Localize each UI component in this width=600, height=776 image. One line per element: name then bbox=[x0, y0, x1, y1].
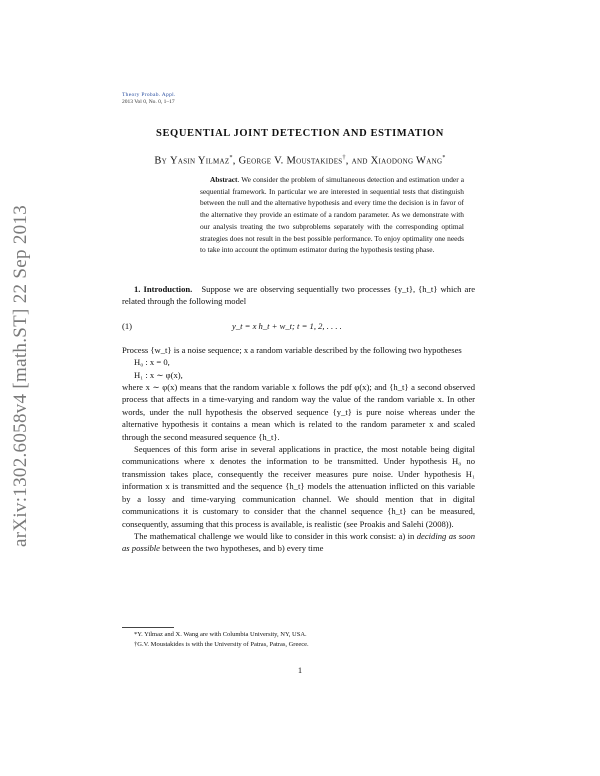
section-heading: 1. Introduction. bbox=[134, 284, 193, 294]
intro-paragraph-2: Process {w_t} is a noise sequence; x a random variable described by the following two hypotheses bbox=[122, 344, 462, 355]
author-line: By Yasin Yilmaz*, George V. Moustakides†, and Xiaodong Wang* bbox=[154, 155, 446, 167]
journal-volume: 2013 Vol 0, No. 0, 1–17 bbox=[122, 99, 175, 105]
footnote-1: *Y. Yilmaz and X. Wang are with Columbia University, NY, USA. bbox=[134, 631, 307, 638]
authors-and: and bbox=[351, 155, 368, 167]
intro-text-5a: The mathematical challenge we would like to consider in this work consist: a) in bbox=[134, 530, 417, 541]
arxiv-identifier-text: arXiv:1302.6058v4 [math.ST] 22 Sep 2013 bbox=[10, 204, 31, 548]
intro-emphasis: deciding as soon as possible bbox=[122, 530, 475, 554]
authors-prefix: By bbox=[154, 155, 168, 167]
hypothesis-1: H₁ : x ∼ φ(x), bbox=[134, 369, 183, 380]
footnotes bbox=[122, 630, 309, 650]
author-3-mark: * bbox=[442, 155, 446, 161]
abstract-label: Abstract bbox=[210, 175, 238, 184]
author-3: Xiaodong Wang bbox=[370, 155, 443, 167]
equation-number: (1) bbox=[122, 320, 133, 331]
abstract-text: . We consider the problem of simultaneous detection and estimation under a sequential framework. In particular we are interested in sequential tests that distinguish between the null and the alternative hypothesis and every time the decision is in favor of the alternative they provide an estimate of a random parameter. As we demonstrate with our analysis treating the two subproblems separately with the corresponding optimal strategies does not result in the best possible performance. To enjoy optimality one needs to take into account the optimum estimator during the hypothesis testing phase. bbox=[200, 175, 464, 255]
equation-1 bbox=[122, 308, 475, 344]
equation-text: y_t = x h_t + w_t; t = 1, 2, . . . . bbox=[232, 320, 342, 331]
paper-title: SEQUENTIAL JOINT DETECTION AND ESTIMATION bbox=[156, 128, 444, 139]
intro-text-1: Suppose we are observing sequentially two processes {y_t}, {h_t} which are related through the following model bbox=[122, 284, 476, 307]
abstract bbox=[200, 174, 464, 256]
journal-name[interactable]: Theory Probab. Appl. bbox=[122, 92, 176, 98]
author-2: George V. Moustakides bbox=[238, 155, 343, 167]
intro-paragraph-1 bbox=[122, 283, 475, 308]
footnote-divider bbox=[122, 627, 174, 628]
intro-text-5b: between the two hypotheses, and b) every time bbox=[159, 543, 324, 554]
journal-header bbox=[122, 92, 176, 106]
paper-body bbox=[122, 283, 475, 555]
intro-paragraph-5 bbox=[122, 530, 475, 555]
author-1: Yasin Yilmaz bbox=[169, 155, 230, 167]
arxiv-identifier bbox=[6, 176, 36, 576]
intro-paragraph-4: Sequences of this form arise in several applications in practice, the most notable being digital communications where x denotes the information to be transmitted. Under hypothesis H₀ no transmission takes place, consequently the receiver measures pure noise. Under hypothesis H₁ information x is transmitted and the sequence {h_t} models the attenuation inflicted on this variable by a lossy and time-varying communication channel. We should mention that in digital communications it is customary to consider that the channel sequence {h_t} can be measured, consequently, assuming that this process is available, is realistic (see Proakis and Salehi (2008)). bbox=[122, 444, 475, 529]
author-2-mark: † bbox=[342, 155, 346, 161]
author-1-mark: * bbox=[229, 155, 233, 161]
footnote-2: †G.V. Moustakides is with the University of Patras, Patras, Greece. bbox=[134, 641, 309, 648]
hypothesis-0: H₀ : x = 0, bbox=[134, 357, 170, 368]
intro-paragraph-3: where x ∼ φ(x) means that the random variable x follows the pdf φ(x); and {h_t} a second observed process that affects in a time-varying and random way the value of the random variable x. In other words, under the null hypothesis the observed sequence {y_t} is pure noise whereas under the alternative hypothesis it contains a mean which is related to the random parameter x and scaled through the second measured sequence {h_t}. bbox=[122, 382, 475, 442]
page-number: 1 bbox=[297, 665, 303, 675]
